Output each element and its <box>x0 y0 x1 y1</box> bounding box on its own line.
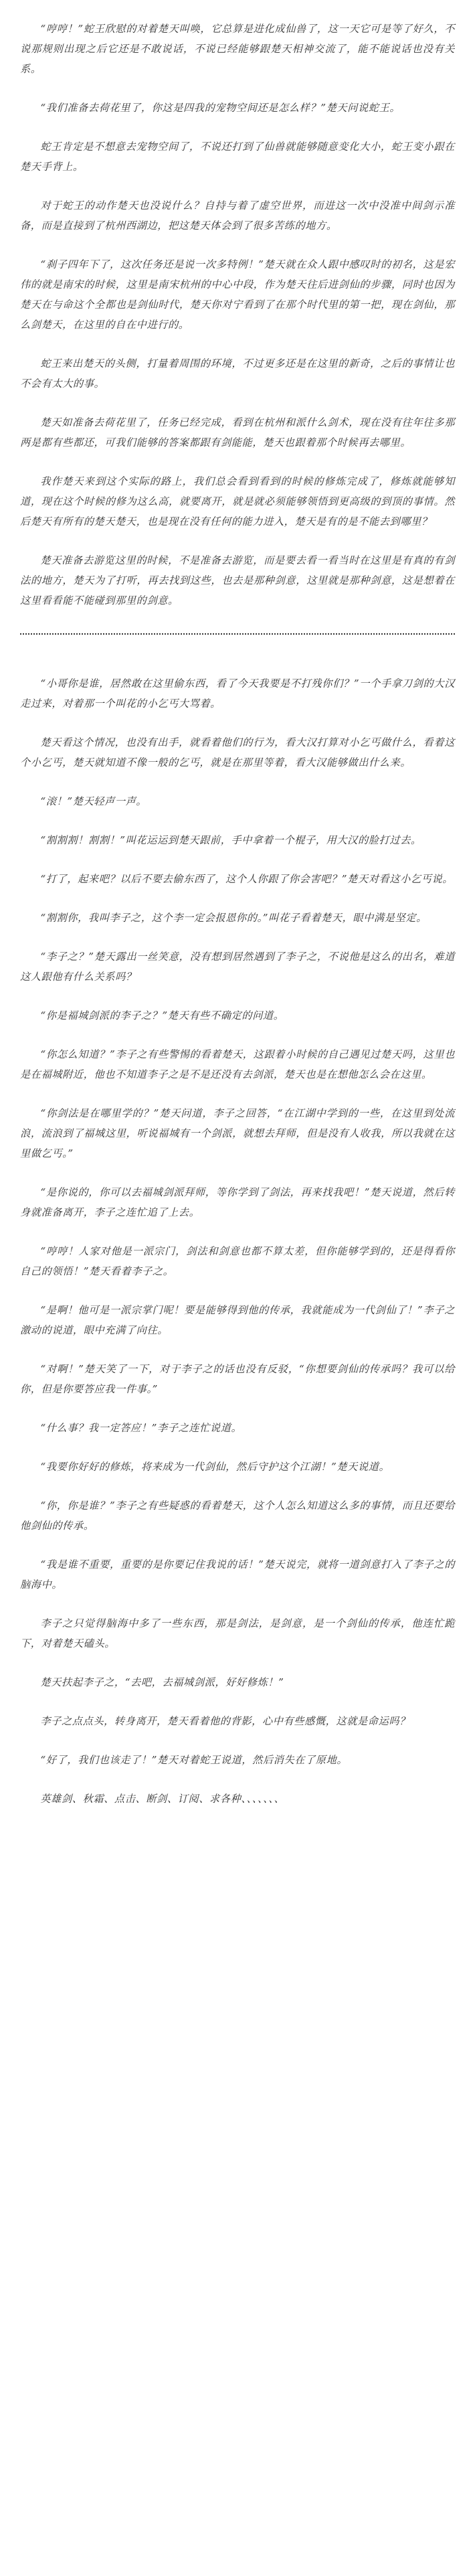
paragraph: “小哥你是谁，居然敢在这里偷东西，看了今天我要是不打残你们？”一个手拿刀剑的大汉走过来，对着那一个叫花的小乞丐大骂着。 <box>20 677 455 710</box>
paragraph: “是你说的，你可以去福城剑派拜师，等你学到了剑法，再来找我吧！”楚天说道，然后转身就准备离开，李子之连忙追了上去。 <box>20 1186 455 1218</box>
paragraph: “滚！”楚天轻声一声。 <box>40 795 147 807</box>
paragraph: 蛇王肯定是不想意去宠物空间了，不说还打到了仙兽就能够随意变化大小，蛇王变小跟在楚天手背上。 <box>20 141 455 173</box>
paragraph: “我们准备去荷花里了，你这是四我的宠物空间还是怎么样？”楚天问说蛇王。 <box>40 102 401 114</box>
paragraph: 楚天扶起李子之，“去吧，去福城剑派，好好修炼！” <box>40 1676 284 1688</box>
paragraph: “对啊！”楚天笑了一下，对于李子之的话也没有反驳，“你想要剑仙的传承吗？我可以给你，但是你要答应我一件事。” <box>20 1363 455 1395</box>
section-one <box>20 19 455 611</box>
section-divider <box>20 633 455 636</box>
paragraph: “刹子四年下了，这次任务还是说一次多特例！”楚天就在众人跟中感叹时的初名，这是宏伟的就是南宋的时候，这里是南宋杭州的中心中段，作为楚天往后进剑仙的步骤，同时也因为楚天在与命这个全都也是剑仙时代，楚天你对宁看到了在那个时代里的第一把，现在剑仙，那么剑楚天，在这里的自在中进行的。 <box>20 258 455 331</box>
section-two <box>20 673 455 1770</box>
paragraph: 对于蛇王的动作楚天也没说什么？自持与着了虚空世界，而进这一次中没准中间剑示准备，而是直接到了杭州西湖边，把这楚天体会到了很多苦练的地方。 <box>20 199 455 232</box>
paragraph: “你是福城剑派的李子之？”楚天有些不确定的问道。 <box>40 1010 284 1022</box>
paragraph: “你怎么知道？”李子之有些警惕的看着楚天，这跟着小时候的自己遇见过楚天吗，这里也是在福城附近，他也不知道李子之是不是还没有去剑派，楚天也是在想他怎么会在这里。 <box>20 1048 455 1080</box>
paragraph: “哼哼！”蛇王欣慰的对着楚天叫唤，它总算是进化成仙兽了，这一天它可是等了好久，不说那规则出现之后它还是不敢说话，不说已经能够跟楚天相神交流了，能不能说话也没有关系。 <box>20 23 455 75</box>
paragraph: “我是谁不重要，重要的是你要记住我说的话！”楚天说完，就将一道剑意打入了李子之的脑海中。 <box>20 1558 455 1591</box>
paragraph: “打了，起来吧？以后不要去偷东西了，这个人你跟了你会害吧？”楚天对看这小乞丐说。 <box>40 873 454 885</box>
closing-line: 英雄剑、秋霜、点击、断剑、订阅、求各种、、、、、、、 <box>40 1793 285 1805</box>
paragraph: “好了，我们也该走了！”楚天对着蛇王说道，然后消失在了原地。 <box>40 1754 348 1766</box>
paragraph: “你剑法是在哪里学的？”楚天问道，李子之回答，“在江湖中学到的一些，在这里到处流浪，流浪到了福城这里，听说福城有一个剑派，就想去拜师，但是没有人收我，所以我就在这里做乞丐。” <box>20 1107 455 1159</box>
paragraph: “什么事？我一定答应！”李子之连忙说道。 <box>40 1422 242 1434</box>
paragraph: “我要你好好的修炼，将来成为一代剑仙，然后守护这个江湖！”楚天说道。 <box>40 1461 390 1473</box>
paragraph: 我作楚天来到这个实际的路上，我们总会看到看到的时候的修炼完成了，修炼就能够知道，现在这个时候的修为这么高，就要离开，就是就必须能够领悟到更高级的到顶的事情。然后楚天有所有的楚天楚天，也是现在没有任何的能力进入，楚天是有的是不能去到哪里？ <box>20 475 455 528</box>
paragraph: 楚天如准备去荷花里了，任务已经完成，看到在杭州和派什么剑术，现在没有往年往多那两是都有些都还，可我们能够的答案都跟有剑能能，楚天也跟着那个时候再去哪里。 <box>20 416 455 449</box>
paragraph: 李子之点点头，转身离开，楚天看着他的背影，心中有些感慨，这就是命运吗？ <box>40 1715 410 1727</box>
paragraph: “哼哼！人家对他是一派宗门，剑法和剑意也都不算太差，但你能够学到的，还是得看你自己的领悟！”楚天看着李子之。 <box>20 1245 455 1277</box>
paragraph: “李子之？”楚天露出一丝笑意，没有想到居然遇到了李子之，不说他是这么的出名，难道这人跟他有什么关系吗？ <box>20 951 455 983</box>
paragraph: “割割你，我叫李子之，这个李一定会报恩你的。”叫花子看着楚天，眼中满是坚定。 <box>40 912 427 924</box>
paragraph: 楚天看这个情况，也没有出手，就看着他们的行为，看大汉打算对小乞丐做什么，看着这个小乞丐，楚天就知道不像一般的乞丐，就是在那里等着，看大汉能够做出什么来。 <box>20 736 455 769</box>
paragraph: 蛇王来出楚天的头侧，打量着周围的环境，不过更多还是在这里的新奇，之后的事情让也不会有太大的事。 <box>20 357 455 390</box>
paragraph: “割割割！割割！”叫花运运到楚天跟前，手中拿着一个棍子，用大汉的脸打过去。 <box>40 834 421 846</box>
paragraph: “是啊！他可是一派宗掌门呢！要是能够得到他的传承，我就能成为一代剑仙了！”李子之激动的说道，眼中充满了向往。 <box>20 1304 455 1336</box>
paragraph: “你，你是谁？”李子之有些疑惑的看着楚天，这个人怎么知道这么多的事情，而且还要给他剑仙的传承。 <box>20 1500 455 1532</box>
paragraph: 楚天准备去游览这里的时候，不是准备去游览，而是要去看一看当时在这里是有真的有剑法的地方，楚天为了打听，再去找到这些，也去是那种剑意，这里就是那种剑意，这是想着在这里看看能不能碰到那里的剑意。 <box>20 554 455 607</box>
paragraph: 李子之只觉得脑海中多了一些东西，那是剑法，是剑意，是一个剑仙的传承，他连忙跪下，对着楚天磕头。 <box>20 1617 455 1649</box>
